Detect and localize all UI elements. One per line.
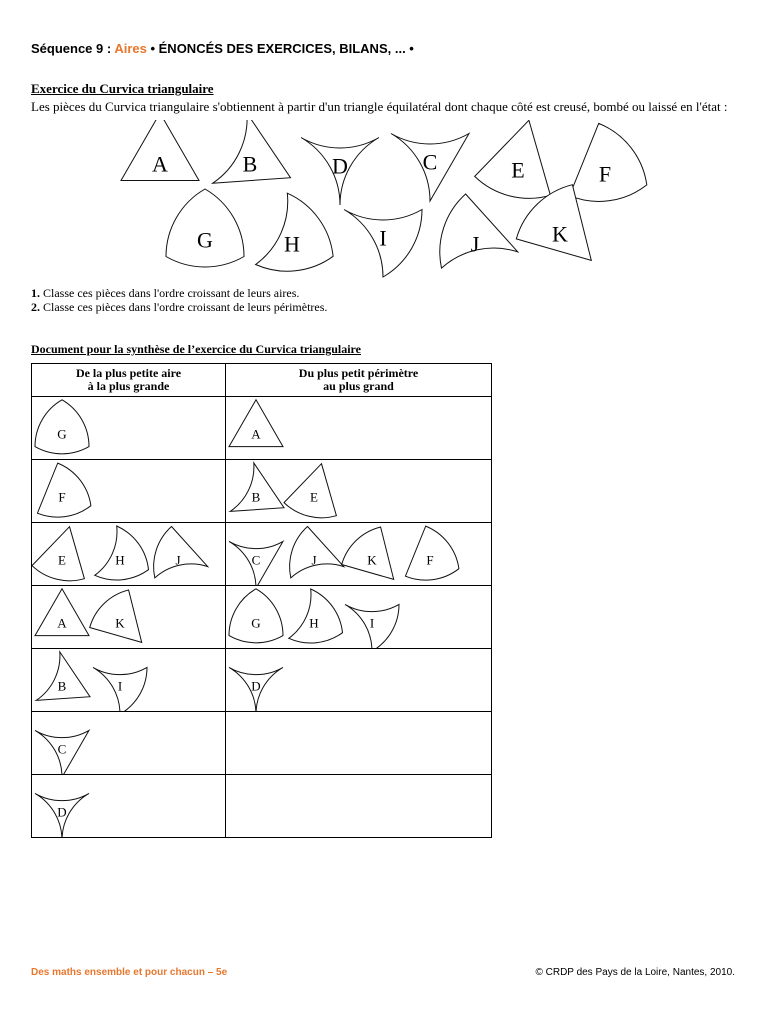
- table-row: [32, 397, 492, 460]
- piece-k-label: K: [367, 552, 377, 568]
- piece-c-label: C: [251, 552, 261, 568]
- piece-d-label: D: [57, 804, 67, 820]
- perimeter-cell: [226, 460, 492, 523]
- piece-a-label: A: [251, 426, 261, 442]
- perimeter-cell-pieces: [226, 523, 491, 585]
- piece-a-label: A: [152, 151, 168, 177]
- piece-e-label: E: [310, 489, 318, 505]
- area-cell: [32, 712, 226, 775]
- piece-i-label: I: [369, 615, 375, 631]
- area-cell: [32, 775, 226, 838]
- footer-copyright: © CRDP des Pays de la Loire, Nantes, 2010.: [535, 967, 735, 978]
- synthesis-title: Document pour la synthèse de l’exercice du Curvica triangulaire: [31, 342, 361, 356]
- synthesis-table: [31, 363, 492, 838]
- area-cell: [32, 586, 226, 649]
- perimeter-cell-pieces: [226, 649, 491, 711]
- header-suffix: • ÉNONCÉS DES EXERCICES, BILANS, ... •: [146, 41, 414, 56]
- perimeter-cell-pieces: [226, 775, 491, 837]
- perimeter-column-header: [226, 364, 492, 397]
- area-cell-pieces: [32, 523, 225, 585]
- header-prefix: Séquence 9 :: [31, 41, 115, 56]
- piece-j-shape: [154, 527, 208, 578]
- exercise-questions: [31, 286, 327, 314]
- area-header-line1: De la plus petite aire: [75, 366, 182, 380]
- piece-h-label: H: [284, 231, 300, 257]
- table-header-row: [32, 364, 492, 397]
- area-column-header: [32, 364, 226, 397]
- perimeter-header-line2: au plus grand: [323, 379, 394, 393]
- piece-b-label: B: [57, 678, 67, 694]
- table-row: [32, 712, 492, 775]
- perimeter-cell: [226, 397, 492, 460]
- perimeter-cell: [226, 523, 492, 586]
- page-header: [31, 41, 414, 56]
- piece-j-label: J: [175, 552, 181, 568]
- piece-c-label: C: [57, 741, 67, 757]
- perimeter-cell: [226, 712, 492, 775]
- piece-f-label: F: [598, 161, 612, 187]
- piece-c-label: C: [422, 149, 438, 175]
- question-2-number: 2.: [31, 300, 40, 314]
- perimeter-cell-pieces: [226, 397, 491, 459]
- question-2: [31, 300, 327, 314]
- piece-e-label: E: [58, 552, 66, 568]
- exercise-title: Exercice du Curvica triangulaire: [31, 81, 214, 96]
- piece-k-label: K: [552, 221, 568, 247]
- table-row: [32, 775, 492, 838]
- area-cell: [32, 523, 226, 586]
- perimeter-header-line1: Du plus petit périmètre: [298, 366, 419, 380]
- perimeter-cell: [226, 775, 492, 838]
- piece-i-label: I: [117, 678, 123, 694]
- piece-b-label: B: [242, 151, 258, 177]
- area-cell: [32, 649, 226, 712]
- table-row: [32, 523, 492, 586]
- header-subject: Aires: [114, 41, 147, 56]
- area-cell: [32, 460, 226, 523]
- table-row: [32, 460, 492, 523]
- question-1-text: Classe ces pièces dans l'ordre croissant de leurs aires.: [40, 286, 300, 300]
- area-cell-pieces: [32, 586, 225, 648]
- piece-d-label: D: [332, 153, 348, 179]
- area-cell-pieces: [32, 649, 225, 711]
- exercise-intro: Les pièces du Curvica triangulaire s'obtiennent à partir d'un triangle équilatéral dont chaque côté est creusé, bombé ou laissé en l'état :: [31, 99, 728, 114]
- question-2-text: Classe ces pièces dans l'ordre croissant de leurs périmètres.: [40, 300, 328, 314]
- piece-e-label: E: [511, 157, 525, 183]
- perimeter-cell-pieces: [226, 712, 491, 774]
- piece-g-label: G: [197, 227, 213, 253]
- table-row: [32, 649, 492, 712]
- perimeter-cell-pieces: [226, 460, 491, 522]
- piece-k-label: K: [115, 615, 125, 631]
- perimeter-cell: [226, 649, 492, 712]
- piece-i-label: I: [379, 225, 387, 251]
- piece-g-label: G: [251, 615, 261, 631]
- area-cell-pieces: [32, 460, 225, 522]
- piece-d-label: D: [251, 678, 261, 694]
- area-cell: [32, 397, 226, 460]
- question-1-number: 1.: [31, 286, 40, 300]
- perimeter-cell: [226, 586, 492, 649]
- piece-h-label: H: [115, 552, 125, 568]
- piece-f-label: F: [426, 552, 434, 568]
- piece-a-label: A: [57, 615, 67, 631]
- question-1: [31, 286, 327, 300]
- piece-f-label: F: [58, 489, 66, 505]
- piece-g-label: G: [57, 426, 67, 442]
- piece-j-label: J: [470, 231, 480, 257]
- piece-j-shape: [290, 527, 344, 578]
- perimeter-cell-pieces: [226, 586, 491, 648]
- area-cell-pieces: [32, 775, 225, 837]
- piece-j-label: J: [311, 552, 317, 568]
- area-cell-pieces: [32, 397, 225, 459]
- area-header-line2: à la plus grande: [87, 379, 170, 393]
- table-row: [32, 586, 492, 649]
- piece-b-label: B: [251, 489, 261, 505]
- curvica-pieces-figure: [0, 120, 768, 280]
- piece-h-label: H: [309, 615, 319, 631]
- area-cell-pieces: [32, 712, 225, 774]
- footer-series-title: Des maths ensemble et pour chacun – 5e: [31, 967, 228, 978]
